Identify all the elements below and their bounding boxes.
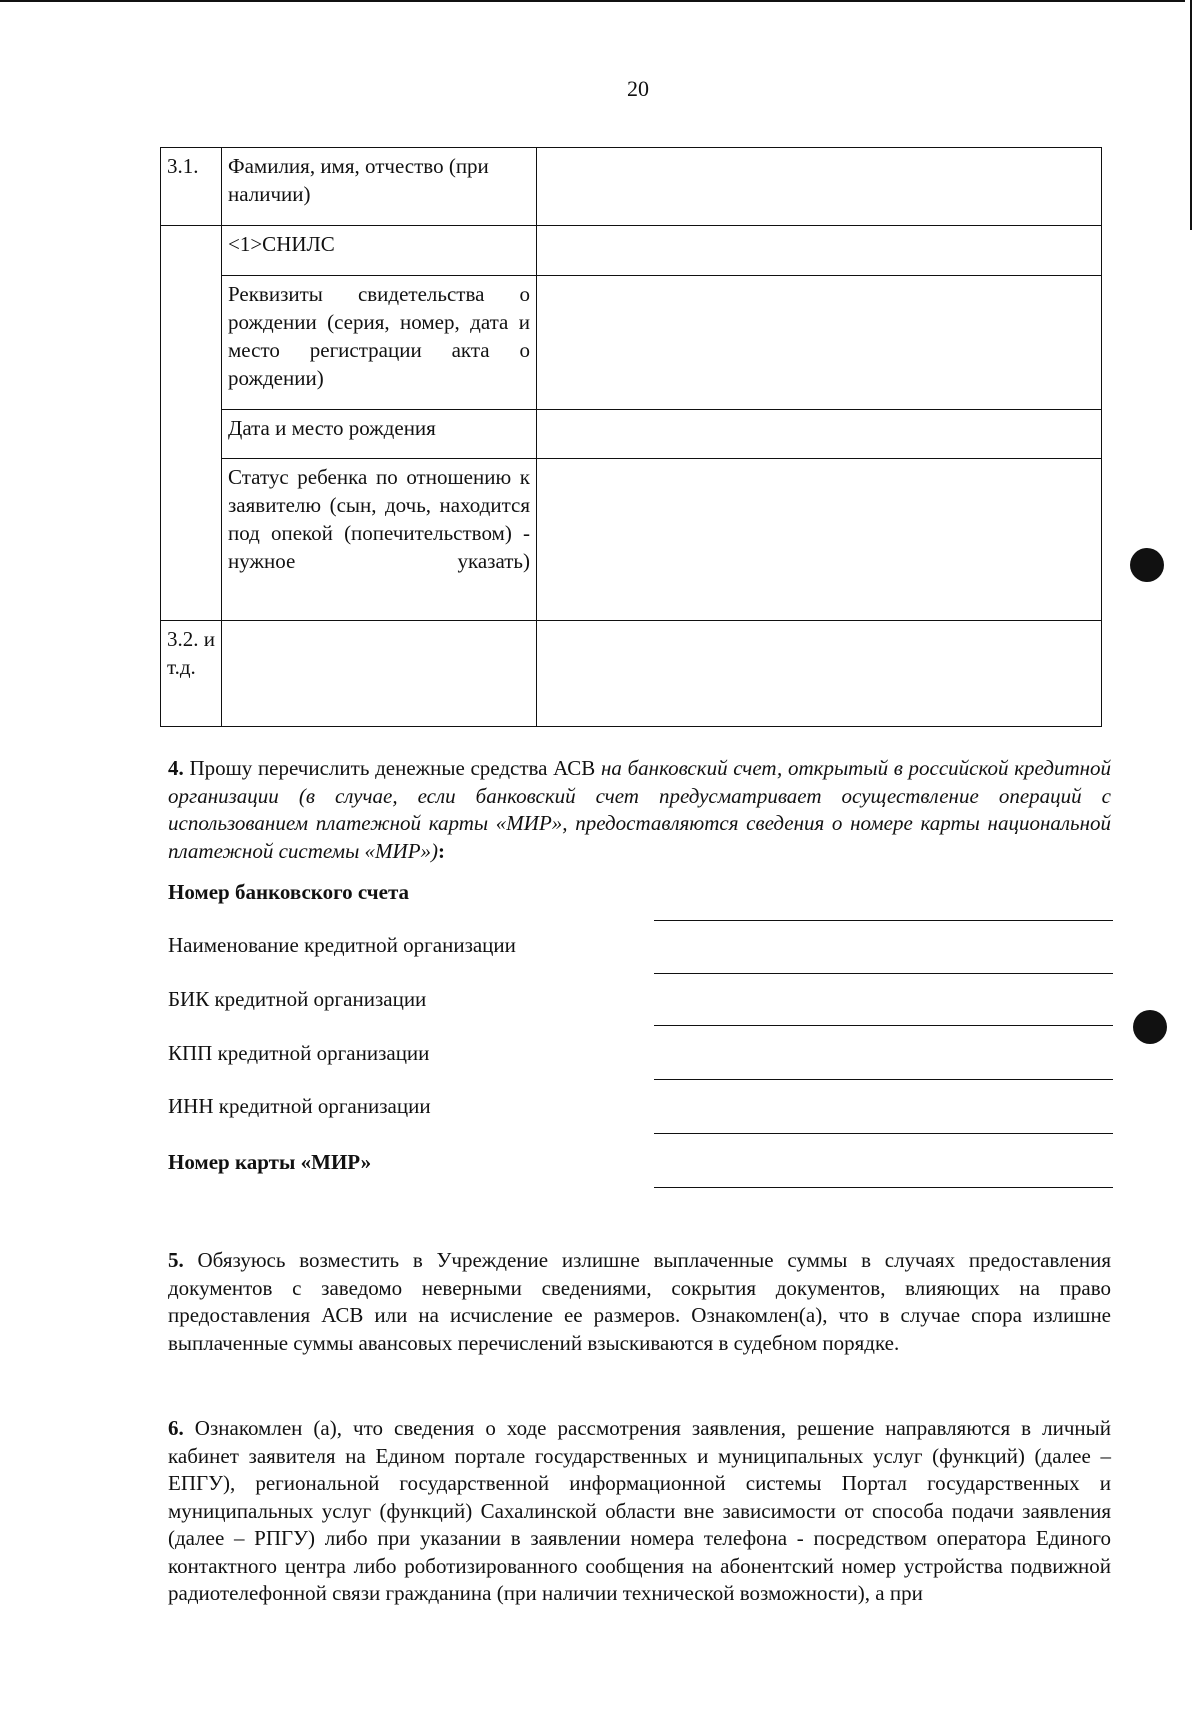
row-value-field[interactable] (537, 148, 1102, 226)
row-value-field[interactable] (537, 459, 1102, 621)
bank-field-mir-card (168, 1150, 1113, 1190)
scan-edge-right (1190, 0, 1192, 230)
bank-field-inn (168, 1094, 1113, 1134)
table-row (161, 410, 1102, 459)
table-row (161, 276, 1102, 410)
bank-field-bik (168, 987, 1113, 1027)
punch-hole-upper (1130, 548, 1164, 582)
row-value-field[interactable] (537, 621, 1102, 727)
table-row (161, 621, 1102, 727)
row-label: Статус ребенка по отношению к заявителю (сын, дочь, находится под опекой (попечительством) - нужное указать) (222, 459, 537, 621)
bank-field-label: Номер банковского счета (168, 880, 410, 904)
row-number (161, 226, 222, 621)
row-label: Фамилия, имя, отчество (при наличии) (222, 148, 537, 226)
bank-field-label: БИК кредитной организации (168, 987, 427, 1011)
bank-field-input-line[interactable] (654, 1079, 1113, 1080)
section-4-colon: : (438, 838, 446, 863)
table-row (161, 148, 1102, 226)
section-4-text: Прошу перечислить денежные средства АСВ (189, 756, 596, 780)
bank-field-input-line[interactable] (654, 973, 1113, 974)
bank-field-label: Номер карты «МИР» (168, 1150, 372, 1174)
section-4-italic-text: на банковский счет, открытый в российской кредитной организации (в случае, если банковский счет предусматривает осуществление операций с использованием платежной карты «МИР», предоставляются сведения о номере карты национальной платежной системы «МИР») (168, 756, 1112, 863)
section-4-paragraph (168, 755, 1111, 865)
section-5-number: 5. (168, 1248, 184, 1272)
bank-field-label: КПП кредитной организации (168, 1041, 430, 1065)
row-number: 3.1. (161, 148, 222, 226)
row-label: Реквизиты свидетельства о рождении (серия, номер, дата и место регистрации акта о рождении) (222, 276, 537, 410)
row-value-field[interactable] (537, 410, 1102, 459)
table-row (161, 226, 1102, 276)
section-6-number: 6. (168, 1416, 184, 1440)
section-6-text: Ознакомлен (а), что сведения о ходе рассмотрения заявления, решение направляются в личный кабинет заявителя на Едином портале государственных и муниципальных услуг (функций) (далее – ЕПГУ), региональной государственной информационной системы Портал государственных и муниципальных услуг (функций) Сахалинской области вне зависимости от способа подачи заявления (далее – РПГУ) либо при указании в заявлении номера телефона - посредством оператора Единого контактного центра либо роботизированного сообщения на абонентский номер устройства подвижной радиотелефонной связи гражданина (при наличии технической возможности), а при (168, 1416, 1111, 1605)
punch-hole-lower (1133, 1010, 1167, 1044)
bank-field-input-line[interactable] (654, 1187, 1113, 1188)
bank-field-account-number (168, 880, 1113, 920)
section-5-text: Обязуюсь возместить в Учреждение излишне выплаченные суммы в случаях предоставления документов с заведомо неверными сведениями, сокрытия документов, влияющих на право предоставления АСВ или на исчисление ее размеров. Ознакомлен(а), что в случае спора излишне выплаченные суммы авансовых перечислений взыскиваются в судебном порядке. (168, 1248, 1111, 1355)
scan-edge-top (0, 0, 1185, 2)
page-number: 20 (627, 76, 649, 101)
bank-field-bank-name (168, 933, 1113, 973)
row-value-field[interactable] (537, 226, 1102, 276)
child-info-table (160, 147, 1102, 727)
bank-field-input-line[interactable] (654, 1133, 1113, 1134)
row-label-field[interactable] (222, 621, 537, 727)
bank-field-label: Наименование кредитной организации (168, 933, 516, 957)
row-number: 3.2. и т.д. (161, 621, 222, 727)
row-label: Дата и место рождения (222, 410, 537, 459)
row-label: <1>СНИЛС (222, 226, 537, 276)
section-4-number: 4. (168, 756, 184, 780)
table-row (161, 459, 1102, 621)
bank-field-input-line[interactable] (654, 920, 1113, 921)
section-5-paragraph (168, 1247, 1111, 1357)
bank-field-input-line[interactable] (654, 1025, 1113, 1026)
bank-field-label: ИНН кредитной организации (168, 1094, 431, 1118)
section-6-paragraph (168, 1415, 1111, 1608)
row-value-field[interactable] (537, 276, 1102, 410)
bank-field-kpp (168, 1041, 1113, 1081)
